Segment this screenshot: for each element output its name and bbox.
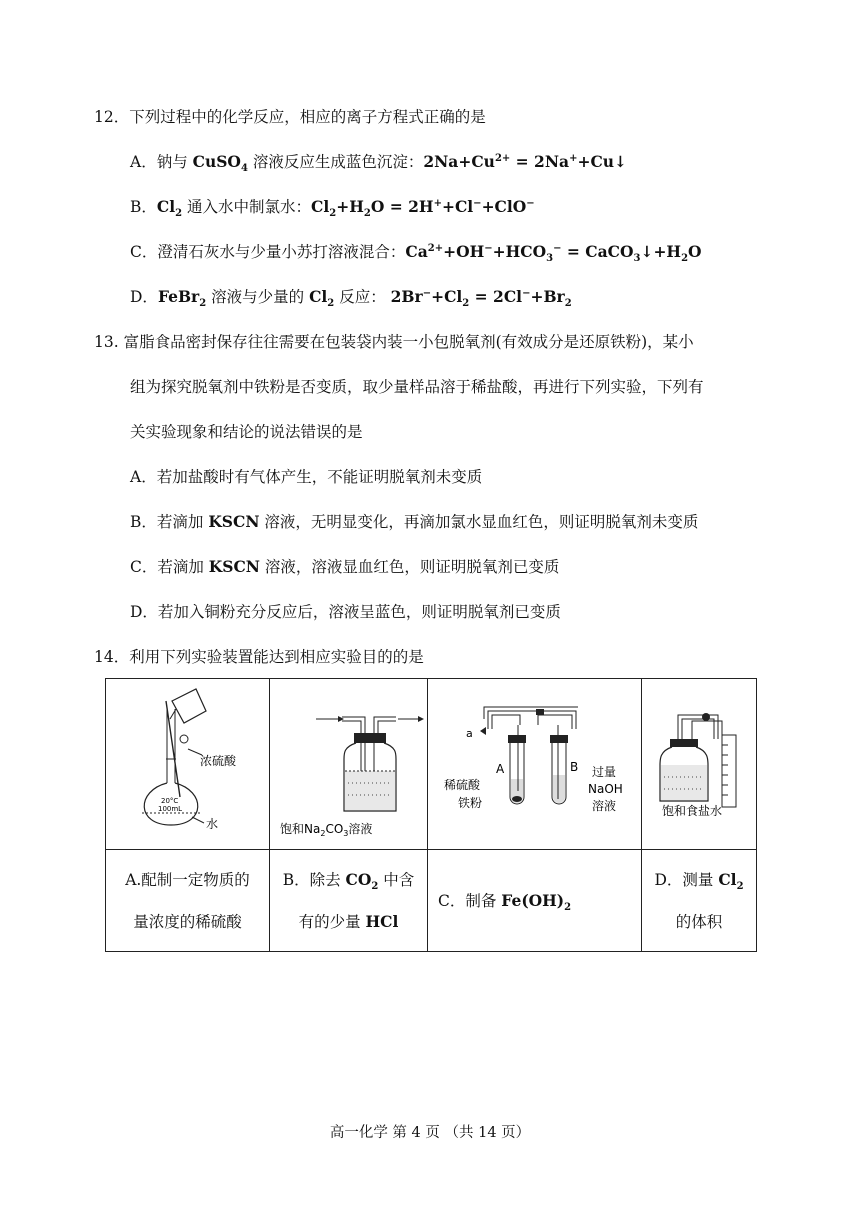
excess-label: 过量 [592,765,617,779]
figure-a-cell [106,679,270,850]
saturated-brine-label: 饱和食盐水 [662,804,723,818]
q14-apparatus-table [105,678,757,952]
valve-a-label: a [466,727,473,740]
q12-option-d: D．FeBr$_2$ 溶液与少量的 $Cl_2$ 反应： $2Br^-+Cl_2 = 2Cl^-+Br_2$ [130,287,572,310]
q13-stem-line3: 关实验现象和结论的说法错误的是 [130,423,363,441]
gas-volume-figure [642,679,756,845]
figure-c-cell [428,679,642,850]
water-label: 水 [206,817,219,831]
q13-option-b: B．若滴加 KSCN 溶液，无明显变化，再滴加氯水显血红色，则证明脱氧剂未变质 [130,512,699,531]
dilute-sulfuric-acid-label: 稀硫酸 [444,778,481,792]
q13-stem-line2: 组为探究脱氧剂中铁粉是否变质，取少量样品溶于稀盐酸，再进行下列实验，下列有 [130,378,704,396]
caption-b: B．除去 $CO_2$ 中含 有的少量 HCl [270,850,428,952]
conc-sulfuric-acid-label: 浓硫酸 [200,754,237,768]
caption-c: C．制备 $Fe(OH)_2$ [428,850,642,952]
page-footer: 高一化学 第 4 页 （共 14 页） [329,1125,531,1141]
figure-b-cell [270,679,428,850]
solution-label: 溶液 [592,799,617,813]
flask-temp-label: 20°C [161,797,179,805]
tube-b-label: B [570,760,579,774]
q12-option-a: A．钠与 CuSO$_4$ 溶液反应生成蓝色沉淀：$2Na+Cu^{2+}$ = 2Na++Cu↓ [130,152,628,175]
feoh2-apparatus-figure [428,679,641,845]
gas-washing-bottle-figure [270,679,427,845]
iron-powder-label: 铁粉 [458,796,483,810]
flask-volume-label: 100mL [158,805,183,813]
caption-a: A.配制一定物质的 量浓度的稀硫酸 [106,850,270,952]
q12-option-b: B．$Cl_2$ 通入水中制氯水：$Cl_2+H_2O = 2H^++Cl^-+ClO^-$ [130,197,535,220]
q13-option-a: A．若加盐酸时有气体产生，不能证明脱氧剂未变质 [130,468,483,486]
q13-stem-line1: 13. 富脂食品密封保存往往需要在包装袋内装一小包脱氧剂(有效成分是还原铁粉)，某小 [94,333,694,351]
naoh-label: NaOH [588,782,623,796]
saturated-na2co3-label: 饱和$Na_2CO_3$溶液 [280,822,373,838]
q12-stem: 12．下列过程中的化学反应，相应的离子方程式正确的是 [94,108,486,126]
tube-a-label: A [496,762,505,776]
q13-option-d: D．若加入铜粉充分反应后，溶液呈蓝色，则证明脱氧剂已变质 [130,603,561,621]
q12-option-c: C．澄清石灰水与少量小苏打溶液混合：$Ca^{2+}+OH^-+HCO_3^-$ = $CaCO_3↓+H_2O$ [130,242,702,265]
q14-stem: 14．利用下列实验装置能达到相应实验目的的是 [94,648,424,666]
figure-d-cell [642,679,757,850]
volumetric-flask-figure [106,679,269,845]
caption-d: D．测量 $Cl_2$ 的体积 [642,850,757,952]
q13-option-c: C．若滴加 KSCN 溶液，溶液显血红色，则证明脱氧剂已变质 [130,557,560,576]
